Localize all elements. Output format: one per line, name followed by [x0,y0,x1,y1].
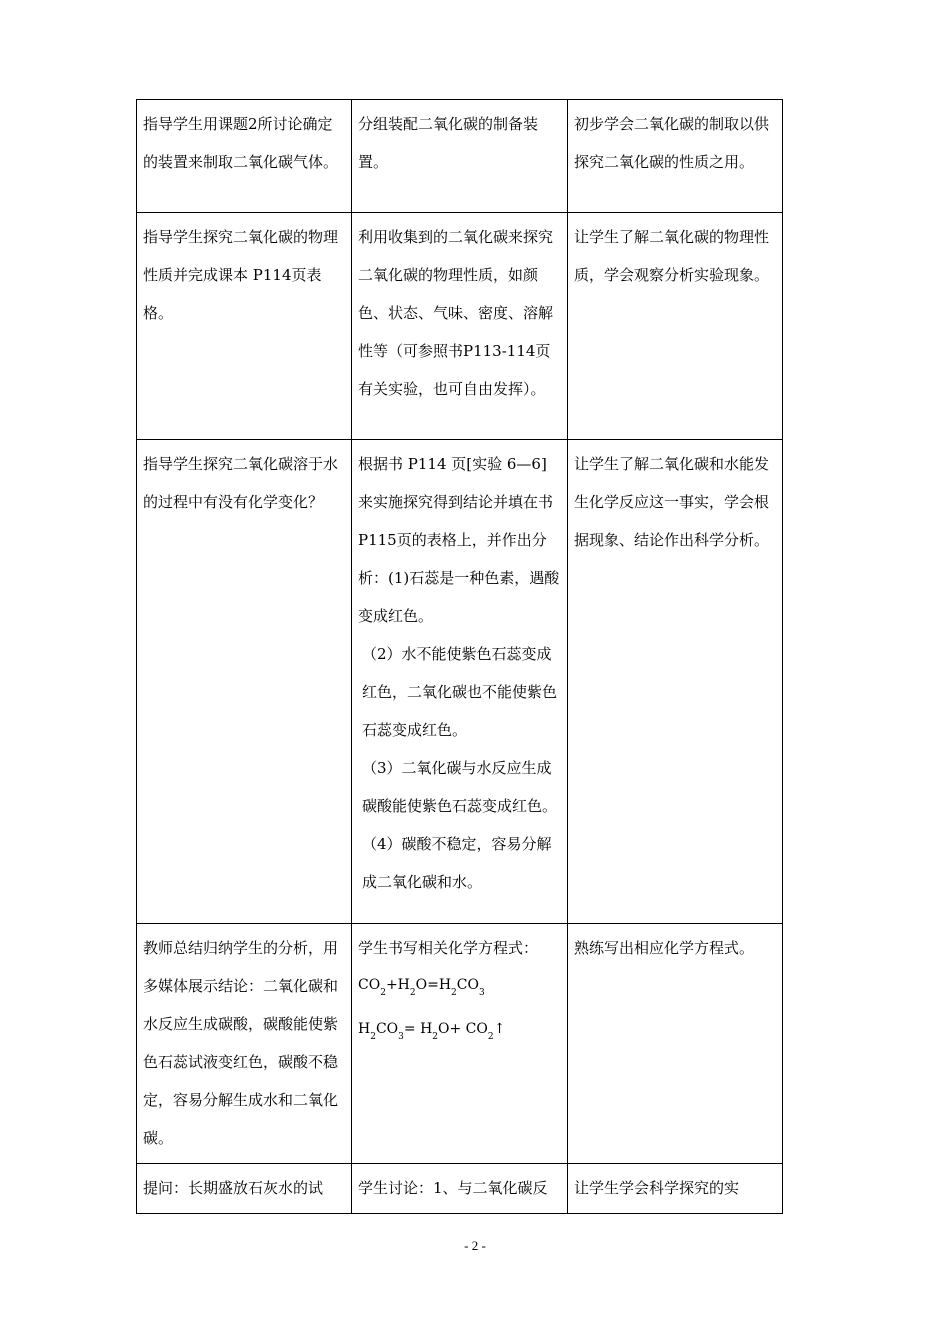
student-activity-cell [352,440,568,924]
teacher-activity-cell: 提问：长期盛放石灰水的试 [137,1164,352,1214]
student-paragraph: （2）水不能使紫色石蕊变成红色，二氧化碳也不能使紫色石蕊变成红色。 [362,645,558,739]
design-purpose-cell: 让学生了解二氧化碳的物理性质，学会观察分析实验现象。 [568,213,783,440]
table-row [137,1164,783,1214]
equation-heading: 学生书写相关化学方程式： [358,939,539,957]
table-row [137,440,783,924]
student-paragraph: 根据书 P114 页[实验 6—6]来实施探究得到结论并填在书P115页的表格上，并作出分析：(1)石蕊是一种色素，遇酸变成红色。 [358,455,560,625]
student-activity-cell: 分组装配二氧化碳的制备装置。 [352,100,568,213]
table-row [137,100,783,213]
student-paragraph: （3）二氧化碳与水反应生成碳酸能使紫色石蕊变成红色。 [362,759,558,815]
student-paragraph: （4）碳酸不稳定，容易分解成二氧化碳和水。 [362,835,552,891]
design-purpose-cell: 让学生学会科学探究的实 [568,1164,783,1214]
teacher-activity-cell: 指导学生用课题2所讨论确定的装置来制取二氧化碳气体。 [137,100,352,213]
chemical-equation-2: $H_2CO_3= H_2O+$ $CO_2↑$ [358,1021,506,1042]
page-number: - 2 - [464,1238,486,1253]
gas-arrow-icon: ↑ [493,1021,506,1037]
student-activity-cell [352,924,568,1164]
design-purpose-cell: 熟练写出相应化学方程式。 [568,924,783,1164]
table-row [137,213,783,440]
lesson-table [136,99,783,1214]
student-activity-cell: 利用收集到的二氧化碳来探究二氧化碳的物理性质，如颜色、状态、气味、密度、溶解性等（可参照书P113-114页有关实验，也可自由发挥）。 [352,213,568,440]
chemical-equation-1: $CO_2+H_2O=H_2CO_3$ [358,977,485,998]
student-activity-cell: 学生讨论：1、与二氧化碳反 [352,1164,568,1214]
teacher-activity-cell: 指导学生探究二氧化碳的物理性质并完成课本 P114页表格。 [137,213,352,440]
design-purpose-cell: 让学生了解二氧化碳和水能发生化学反应这一事实，学会根据现象、结论作出科学分析。 [568,440,783,924]
teacher-activity-cell: 指导学生探究二氧化碳溶于水的过程中有没有化学变化？ [137,440,352,924]
table-row [137,924,783,1164]
design-purpose-cell: 初步学会二氧化碳的制取以供探究二氧化碳的性质之用。 [568,100,783,213]
teacher-activity-cell: 教师总结归纳学生的分析，用多媒体展示结论：二氧化碳和水反应生成碳酸，碳酸能使紫色石蕊试液变红色，碳酸不稳定，容易分解生成水和二氧化碳。 [137,924,352,1164]
